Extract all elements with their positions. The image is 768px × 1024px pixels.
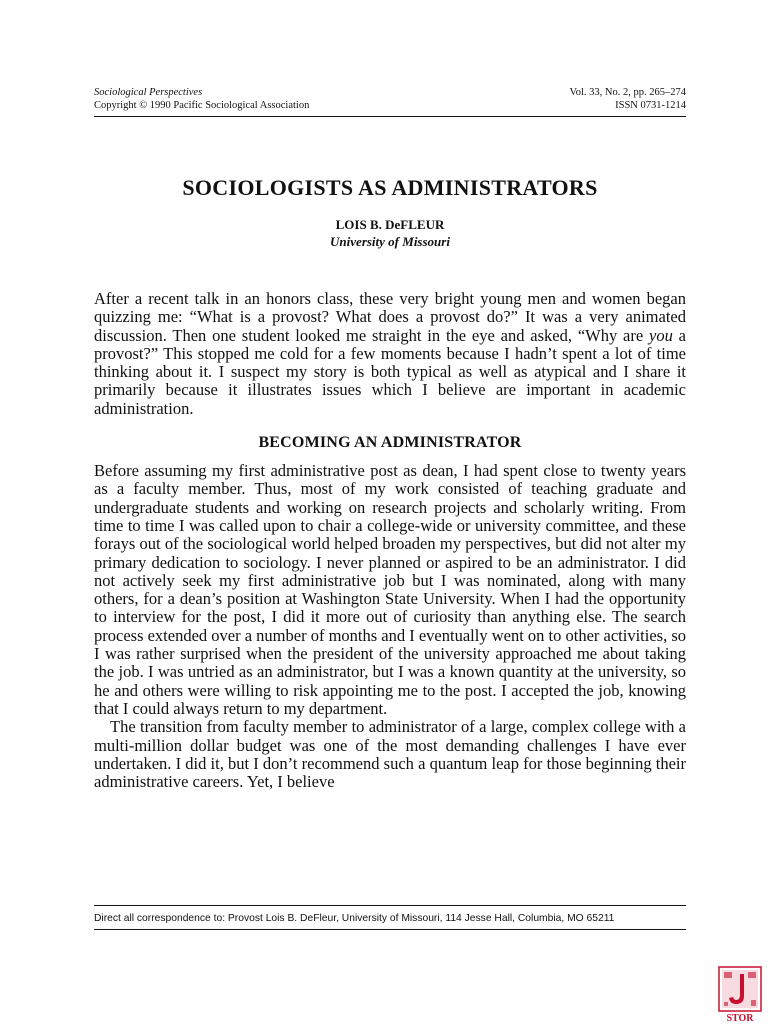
footnote-rule-bottom bbox=[94, 929, 686, 930]
intro-emphasis: you bbox=[649, 325, 673, 345]
intro-paragraph bbox=[94, 290, 686, 418]
article-title: SOCIOLOGISTS AS ADMINISTRATORS bbox=[182, 175, 598, 200]
correspondence-footnote: Direct all correspondence to: Provost Lois B. DeFleur, University of Missouri, 114 Jesse Hall, Columbia, MO 65211 bbox=[94, 913, 615, 924]
intro-text-1: After a recent talk in an honors class, these very bright young men and women began quizzing me: “What is a provost? What does a provost do?” It was a very animated discussion. Then one student looked me straight in the eye and asked, “Why are bbox=[94, 289, 686, 345]
author-affiliation: University of Missouri bbox=[330, 234, 450, 249]
journal-name: Sociological Perspectives bbox=[94, 87, 203, 98]
body-paragraph-1: Before assuming my first administrative post as dean, I had spent close to twenty years as a faculty member. Thus, most of my work consisted of teaching graduate and undergraduate students and working on research projects and scholarly writing. From time to time I was called upon to chair a college-wide or university committee, and these forays out of the sociological world helped broaden my perspectives, but did not alter my primary dedication to sociology. I never planned or aspired to be an administrator. I did not actively seek my first administrative job but I was nominated, along with many others, for a dean’s position at Washington State University. When I had the opportunity to interview for the post, I did it more out of curiosity than anything else. The search process extended over a number of months and I eventually went on to other activities, so I was rather surprised when the president of the university approached me about taking the job. I was untried as an administrator, but I was a known quantity at the university, so he and others were willing to risk appointing me to the post. I accepted the job, knowing that I could always return to my department. bbox=[94, 461, 687, 718]
section-heading: BECOMING AN ADMINISTRATOR bbox=[258, 434, 522, 452]
jstor-logo-icon[interactable] bbox=[718, 966, 762, 1024]
issn: ISSN 0731-1214 bbox=[615, 100, 686, 111]
article-page bbox=[94, 86, 686, 791]
header-rule bbox=[94, 116, 686, 117]
body-paragraph-2: The transition from faculty member to administrator of a large, complex college with a multi-million dollar budget was one of the most demanding challenges I have ever undertaken. I did it, but I don’t recommend such a quantum leap for those beginning their administrative careers. Yet, I believe bbox=[94, 717, 686, 792]
running-header bbox=[94, 86, 686, 117]
footnote-rule-top bbox=[94, 905, 686, 906]
volume-info: Vol. 33, No. 2, pp. 265–274 bbox=[569, 87, 686, 98]
copyright-line: Copyright © 1990 Pacific Sociological Association bbox=[94, 100, 310, 111]
author-name: LOIS B. DeFLEUR bbox=[335, 217, 445, 232]
jstor-logo-text: STOR bbox=[726, 1013, 754, 1024]
intro-text-2: a provost?” This stopped me cold for a few moments because I hadn’t spent a lot of time thinking about it. I suspect my story is both typical as well as atypical and I share it primarily because it illustrates issues which I believe are important in academic administration. bbox=[94, 325, 686, 418]
